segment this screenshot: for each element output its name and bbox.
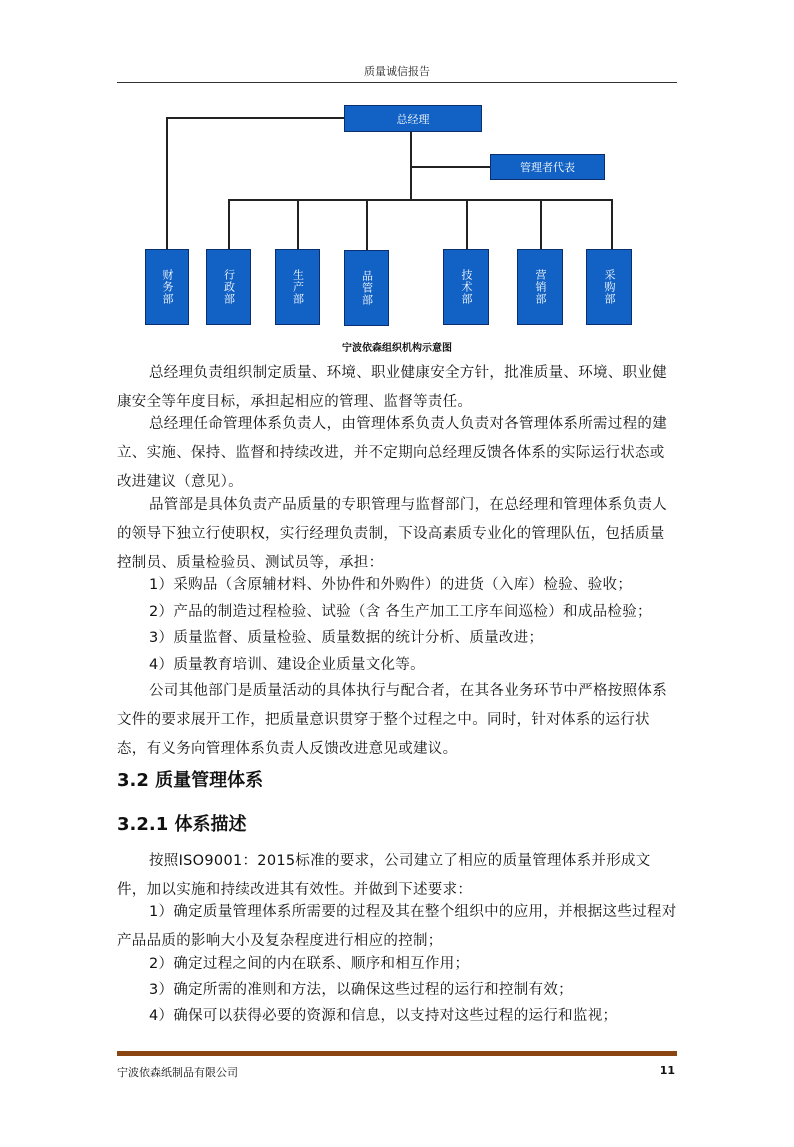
- section-heading: 3.2 质量管理体系: [117, 770, 264, 791]
- org-line: [410, 131, 412, 199]
- footer-rule: [117, 1051, 677, 1056]
- paragraph: 品管部是具体负责产品质量的专职管理与监督部门，在总经理和管理体系负责人的领导下独立行使职权，实行经理负责制，下设高素质专业化的管理队伍，包括质量控制员、质量检验员、测试员等，承担：: [117, 497, 667, 571]
- org-box-top: 总经理: [344, 105, 482, 132]
- list-item: 4）确保可以获得必要的资源和信息，以支持对这些过程的运行和监视；: [149, 1008, 618, 1024]
- footer-company: 宁波依森纸制品有限公司: [117, 1066, 238, 1079]
- paragraph: 公司其他部门是质量活动的具体执行与配合者，在其各业务环节中严格按照体系文件的要求展开工作，把质量意识贯穿于整个过程之中。同时，针对体系的运行状态，有义务向管理体系负责人反馈改进意见或建议。: [117, 683, 667, 757]
- paragraph: 总经理负责组织制定质量、环境、职业健康安全方针，批准质量、环境、职业健康安全等年度目标，承担起相应的管理、监督等责任。: [117, 365, 667, 410]
- paragraph: 按照ISO9001：2015标准的要求，公司建立了相应的质量管理体系并形成文件，加以实施和持续改进其有效性。并做到下述要求：: [117, 853, 651, 898]
- list-item: 2）确定过程之间的内在联系、顺序和相互作用；: [149, 956, 470, 972]
- page-number: 11: [659, 1064, 675, 1077]
- org-line: [466, 199, 468, 249]
- org-line: [410, 166, 490, 168]
- org-line: [228, 199, 230, 249]
- org-box-dept: 营销部: [517, 249, 563, 325]
- org-line: [611, 199, 613, 249]
- header-title: 质量诚信报告: [364, 65, 430, 78]
- org-line: [540, 199, 542, 249]
- org-line: [166, 117, 168, 249]
- header-rule: [117, 82, 677, 83]
- org-box-dept: 品管部: [344, 250, 389, 326]
- list-item: 1）采购品（含原辅材料、外协件和外购件）的进货（入库）检验、验收；: [149, 577, 633, 593]
- org-box-rep: 管理者代表: [490, 154, 605, 180]
- paragraph: 总经理任命管理体系负责人，由管理体系负责人负责对各管理体系所需过程的建立、实施、保持、监督和持续改进，并不定期向总经理反馈各体系的实际运行状态或改进建议（意见）。: [117, 416, 667, 490]
- list-item: 1）确定质量管理体系所需要的过程及其在整个组织中的应用，并根据这些过程对产品品质的影响大小及复杂程度进行相应的控制；: [117, 904, 677, 949]
- org-box-dept: 行政部: [206, 249, 251, 325]
- org-line: [366, 199, 368, 250]
- list-item: 3）质量监督、质量检验、质量数据的统计分析、质量改进；: [149, 630, 544, 646]
- list-item: 3）确定所需的准则和方法，以确保这些过程的运行和控制有效；: [149, 982, 573, 998]
- subsection-heading: 3.2.1 体系描述: [117, 814, 247, 835]
- org-box-dept: 采购部: [586, 249, 632, 325]
- list-item: 2）产品的制造过程检验、试验（含 各生产加工工序车间巡检）和成品检验；: [149, 604, 652, 620]
- org-line: [228, 199, 612, 201]
- org-chart-caption: 宁波依森组织机构示意图: [342, 343, 452, 354]
- org-box-dept: 财务部: [145, 249, 189, 325]
- org-line: [166, 117, 344, 119]
- org-box-dept: 技术部: [443, 249, 489, 325]
- list-item: 4）质量教育培训、建设企业质量文化等。: [149, 657, 425, 673]
- org-line: [297, 199, 299, 249]
- org-box-dept: 生产部: [275, 249, 320, 325]
